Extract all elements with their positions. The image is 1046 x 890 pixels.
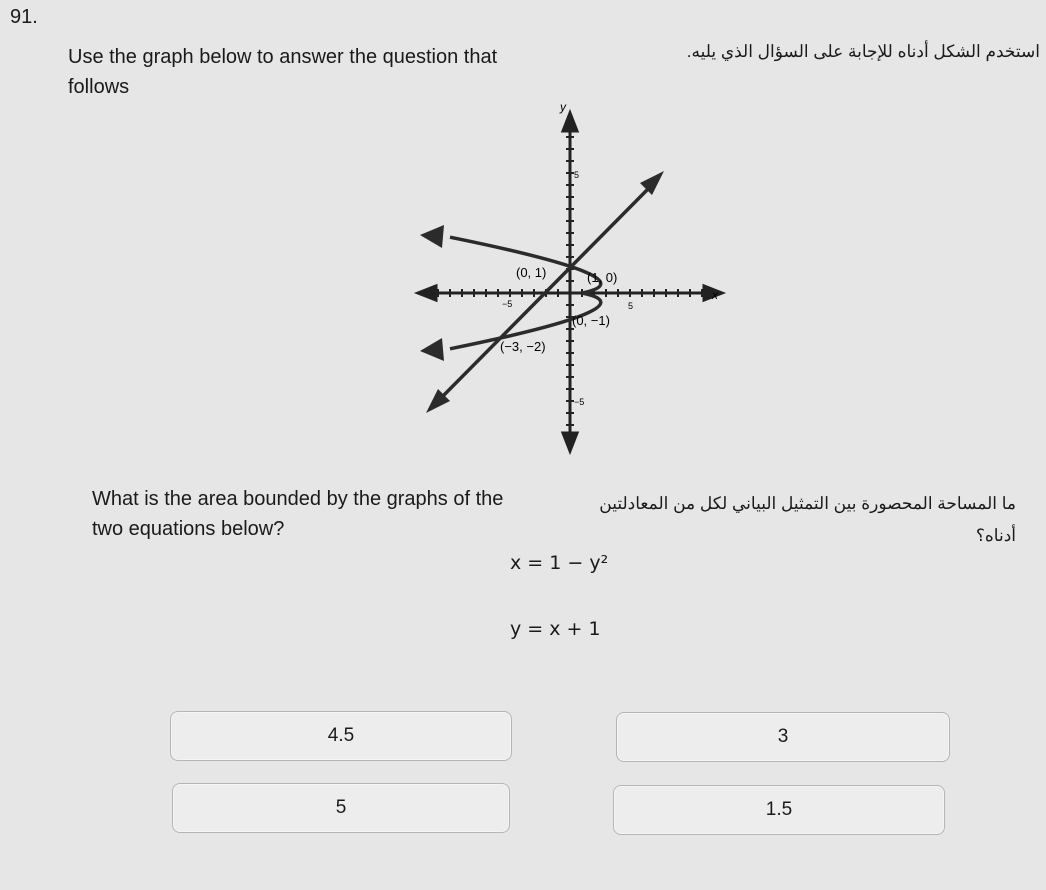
parabola-arrow-lower [420,338,444,361]
answer-choice-c[interactable] [172,783,510,833]
equation-1: x = 1 − y² [510,552,609,574]
tick-label-y-neg: −5 [574,397,585,407]
answer-choice-d-label: 1.5 [765,799,793,820]
tick-label-y-pos: 5 [574,170,580,180]
x-axis-label: x [712,288,718,302]
answer-choice-a-label: 4.5 [327,725,355,746]
intro-text-en: Use the graph below to answer the question that follows [68,46,498,98]
equation-2: y = x + 1 [510,618,601,640]
tick-label-x-pos: 5 [628,301,634,311]
point-label-0-neg1: (0, −1) [572,313,610,328]
answer-choice-d[interactable] [613,785,945,835]
answer-choice-c-label: 5 [335,797,347,818]
tick-label-x-neg: −5 [502,299,513,309]
graph-figure [400,95,730,465]
question-prompt-ar: ما المساحة المحصورة بين التمثيل البياني لكل من المعادلتين أدناه؟ [599,494,1016,545]
point-label-neg3-neg2: (−3, −2) [500,339,546,354]
intro-text-ar: استخدم الشكل أدناه للإجابة على السؤال الذي يليه. [686,42,1040,61]
question-prompt-en: What is the area bounded by the graphs of the two equations below? [92,488,504,540]
point-label-1-0: (1, 0) [587,270,618,285]
question-number: 91. [10,6,38,28]
y-axis-arrow-up [563,113,577,131]
y-axis-label: y [560,100,566,114]
answer-choice-b[interactable] [616,712,950,762]
answer-choice-b-label: 3 [777,726,789,747]
y-axis-arrow-down [563,433,577,451]
parabola-arrow-upper [420,225,444,248]
point-label-0-1: (0, 1) [516,265,547,280]
answer-choice-a[interactable] [170,711,512,761]
